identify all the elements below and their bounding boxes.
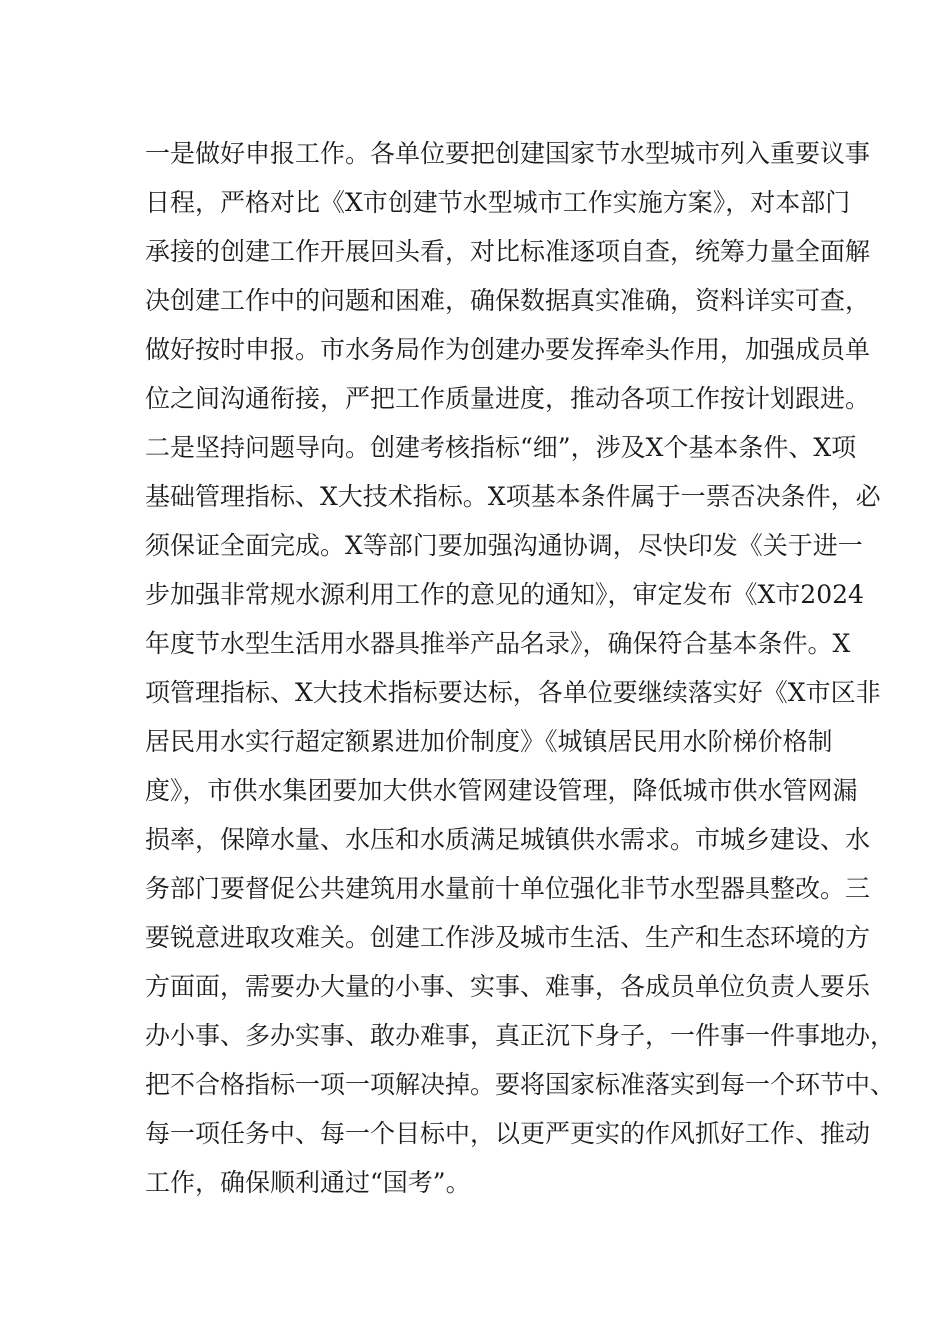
text-line: 年度节水型生活用水器具推举产品名录》，确保符合基本条件。X — [145, 629, 851, 658]
text-line: 位之间沟通衔接，严把工作质量进度，推动各项工作按计划跟进。 — [145, 384, 871, 413]
text-line: 务部门要督促公共建筑用水量前十单位强化非节水型器具整改。三 — [145, 874, 871, 903]
text-line: 承接的创建工作开展回头看，对比标准逐项自查，统筹力量全面解 — [145, 237, 871, 266]
text-line: 每一项任务中、每一个目标中，以更严更实的作风抓好工作、推动 — [145, 1119, 871, 1148]
text-line: 工作，确保顺利通过“国考”。 — [145, 1168, 471, 1197]
text-line: 办小事、多办实事、敢办难事，真正沉下身子，一件事一件事地办， — [145, 1021, 896, 1050]
text-line: 决创建工作中的问题和困难，确保数据真实准确，资料详实可查， — [145, 286, 871, 315]
text-line: 方面面，需要办大量的小事、实事、难事，各成员单位负责人要乐 — [145, 972, 871, 1001]
text-line: 基础管理指标、X大技术指标。X项基本条件属于一票否决条件，必 — [145, 482, 881, 511]
text-line: 度》，市供水集团要加大供水管网建设管理，降低城市供水管网漏 — [145, 776, 858, 805]
text-line: 一是做好申报工作。各单位要把创建国家节水型城市列入重要议事 — [145, 139, 871, 168]
text-line: 损率，保障水量、水压和水质满足城镇供水需求。市城乡建设、水 — [145, 825, 871, 854]
text-line: 日程，严格对比《X市创建节水型城市工作实施方案》，对本部门 — [145, 188, 851, 217]
text-line: 二是坚持问题导向。创建考核指标“细”，涉及X个基本条件、X项 — [145, 433, 857, 462]
text-line: 步加强非常规水源利用工作的意见的通知》，审定发布《X市2024 — [145, 580, 864, 609]
text-line: 把不合格指标一项一项解决掉。要将国家标准落实到每一个环节中、 — [145, 1070, 896, 1099]
text-line: 居民用水实行超定额累进加价制度》《城镇居民用水阶梯价格制 — [145, 727, 833, 756]
text-line: 须保证全面完成。X等部门要加强沟通协调，尽快印发《关于进一 — [145, 531, 863, 560]
text-line: 做好按时申报。市水务局作为创建办要发挥牵头作用，加强成员单 — [145, 335, 871, 364]
body-paragraph — [145, 131, 896, 1209]
text-line: 要锐意进取攻难关。创建工作涉及城市生活、生产和生态环境的方 — [145, 923, 871, 952]
text-line: 项管理指标、X大技术指标要达标，各单位要继续落实好《X市区非 — [145, 678, 881, 707]
